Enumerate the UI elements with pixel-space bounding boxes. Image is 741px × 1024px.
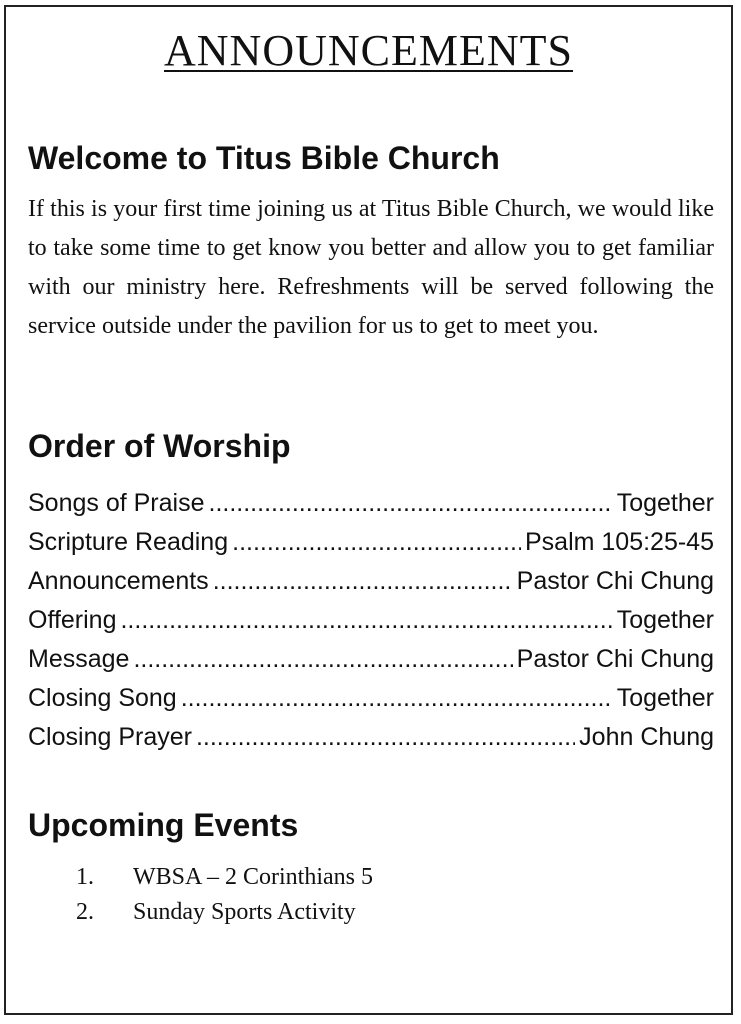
dot-leader <box>133 640 512 679</box>
worship-row <box>28 601 714 640</box>
worship-leader: Pastor Chi Chung <box>516 645 714 673</box>
worship-item: Closing Prayer <box>28 723 192 751</box>
order-of-worship-list <box>28 484 714 757</box>
page-title: ANNOUNCEMENTS <box>164 26 573 75</box>
list-number: 1. <box>76 864 94 890</box>
dot-leader <box>209 484 613 523</box>
worship-item: Offering <box>28 606 117 634</box>
worship-item: Message <box>28 645 130 673</box>
dot-leader <box>120 601 612 640</box>
list-number: 2. <box>76 899 94 925</box>
upcoming-events-list <box>76 860 373 930</box>
welcome-heading: Welcome to Titus Bible Church <box>28 140 500 176</box>
worship-leader: Together <box>616 606 714 634</box>
worship-item: Songs of Praise <box>28 489 205 517</box>
dot-leader <box>196 718 575 757</box>
dot-leader <box>181 679 613 718</box>
worship-leader: Psalm 105:25-45 <box>524 528 714 556</box>
worship-leader: Pastor Chi Chung <box>516 567 714 595</box>
list-item <box>76 895 373 930</box>
worship-leader: John Chung <box>579 723 714 751</box>
welcome-paragraph: If this is your first time joining us at Titus Bible Church, we would like to take some time to get know you better and allow you to get familiar with our ministry here. Refreshments will be served following the service outside under the pavilion for us to get to meet you. <box>28 196 714 339</box>
worship-item: Closing Song <box>28 684 177 712</box>
worship-row <box>28 640 714 679</box>
upcoming-events-heading: Upcoming Events <box>28 807 299 843</box>
worship-row <box>28 523 714 562</box>
worship-item: Announcements <box>28 567 209 595</box>
order-of-worship-heading: Order of Worship <box>28 428 291 464</box>
worship-row <box>28 562 714 601</box>
worship-row <box>28 718 714 757</box>
worship-row <box>28 679 714 718</box>
worship-leader: Together <box>616 489 714 517</box>
announcement-page <box>4 5 733 1015</box>
event-text: WBSA – 2 Corinthians 5 <box>133 864 374 890</box>
worship-row <box>28 484 714 523</box>
worship-leader: Together <box>616 684 714 712</box>
event-text: Sunday Sports Activity <box>133 899 356 925</box>
worship-item: Scripture Reading <box>28 528 229 556</box>
list-item <box>76 860 373 895</box>
dot-leader <box>213 562 513 601</box>
dot-leader <box>232 523 521 562</box>
